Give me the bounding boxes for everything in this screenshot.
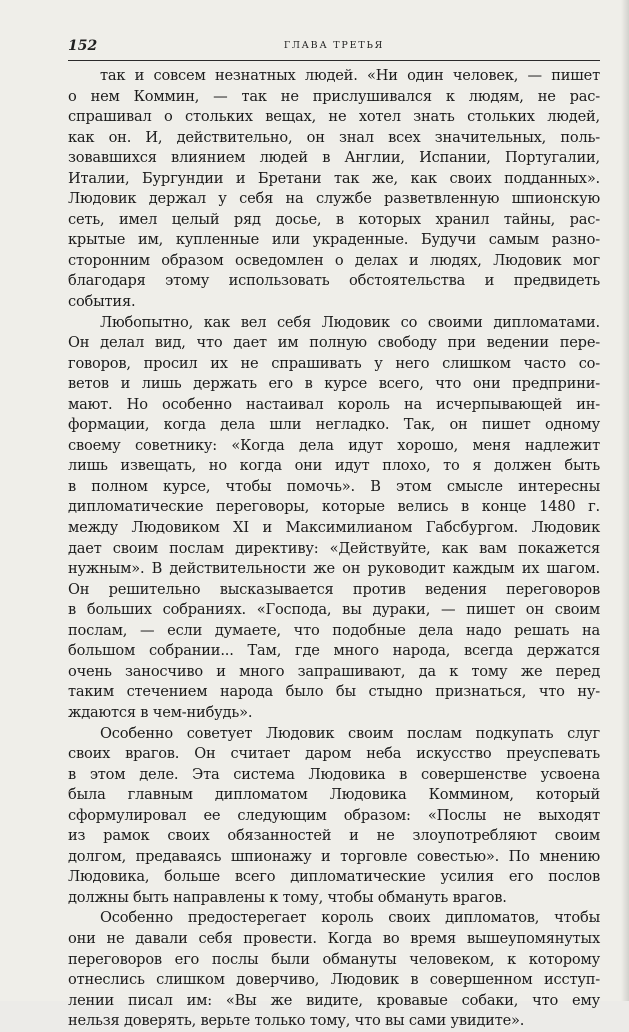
text-line: сеть, имел целый ряд досье, в которых хранил тайны, рас-: [68, 210, 600, 228]
text-line: дипломатические переговоры, которые велись в конце 1480 г.: [68, 498, 600, 516]
paragraph: [68, 724, 600, 909]
text-line: отнеслись слишком доверчиво, Людовик в совершенном исступ-: [68, 971, 600, 989]
text-line: формации, когда дела шли негладко. Так, он пишет одному: [68, 416, 600, 434]
text-line: дает своим послам директиву: «Действуйте, как вам покажется: [68, 539, 600, 557]
text-line: так и совсем незнатных людей. «Ни один человек, — пишет: [100, 67, 600, 84]
text-line: события.: [68, 293, 136, 311]
text-line: в этом деле. Эта система Людовика в совершенстве усвоена: [68, 765, 600, 783]
text-line: очень заносчиво и много запрашивают, да к тому же перед: [68, 662, 600, 680]
text-line: нельзя доверять, верьте только тому, что вы сами увидите».: [68, 1012, 525, 1030]
text-line: Людовик держал у себя на службе разветвленную шпионскую: [68, 190, 600, 208]
paragraph: [68, 66, 600, 313]
text-line: лении писал им: «Вы же видите, кровавые собаки, что ему: [68, 991, 600, 1009]
text-line: была главным дипломатом Людовика Коммином, который: [68, 786, 600, 804]
text-line: лишь извещать, но когда они идут плохо, то я должен быть: [68, 457, 600, 475]
text-line: они не давали себя провести. Когда во время вышеупомянутых: [68, 929, 600, 947]
page-header: [68, 38, 600, 58]
text-line: крытые им, купленные или украденные. Будучи самым разно-: [68, 231, 600, 249]
paragraph: [68, 908, 600, 1031]
text-line: Он делал вид, что дает им полную свободу при ведении пере-: [68, 334, 600, 352]
text-line: Особенно предостерегает король своих дипломатов, чтобы: [100, 909, 600, 927]
text-line: нужным». В действительности же он руководит каждым их шагом.: [68, 560, 600, 578]
text-line: послам, — если думаете, что подобные дела надо решать на: [68, 621, 600, 639]
text-line: мают. Но особенно настаивал король на исчерпывающей ин-: [68, 395, 600, 413]
text-line: благодаря этому использовать обстоятельства и предвидеть: [68, 272, 600, 290]
text-line: Италии, Бургундии и Бретани так же, как своих подданных».: [68, 169, 600, 187]
text-line: Людовика, больше всего дипломатические усилия его послов: [68, 868, 600, 886]
text-line: в больших собраниях. «Господа, вы дураки, — пишет он своим: [68, 601, 600, 619]
text-line: говоров, просил их не спрашивать у него слишком часто со-: [68, 354, 600, 372]
header-rule: [68, 60, 600, 61]
text-line: большом собрании... Там, где много народа, всегда держатся: [68, 642, 600, 660]
text-line: Особенно советует Людовик своим послам подкупать слуг: [100, 724, 600, 742]
text-line: своих врагов. Он считает даром неба искусство преуспевать: [68, 745, 600, 763]
text-line: переговоров его послы были обмануты человеком, к которому: [68, 950, 600, 968]
text-line: Любопытно, как вел себя Людовик со своими дипломатами.: [100, 313, 600, 331]
text-line: таким стечением народа было бы стыдно признаться, что ну-: [68, 683, 600, 701]
text-line: своему советнику: «Когда дела идут хорошо, меня надлежит: [68, 436, 600, 454]
text-line: о нем Коммин, — так не прислушивался к людям, не рас-: [68, 87, 600, 105]
text-line: как он. И, действительно, он знал всех значительных, поль-: [68, 128, 600, 146]
text-line: из рамок своих обязанностей и не злоупотребляют своим: [68, 827, 600, 845]
text-line: спрашивал о стольких вещах, не хотел знать стольких людей,: [68, 108, 600, 126]
text-line: сторонним образом осведомлен о делах и людях, Людовик мог: [68, 251, 600, 269]
text-line: должны быть направлены к тому, чтобы обмануть врагов.: [68, 888, 507, 906]
text-line: зовавшихся влиянием людей в Англии, Испании, Португалии,: [68, 149, 600, 167]
text-line: сформулировал ее следующим образом: «Послы не выходят: [68, 806, 600, 824]
text-line: долгом, предаваясь шпионажу и торговле совестью». По мнению: [68, 847, 600, 865]
text-line: Он решительно высказывается против ведения переговоров: [68, 580, 600, 598]
body-text: [68, 66, 600, 1032]
text-line: между Людовиком XI и Максимилианом Габсбургом. Людовик: [68, 519, 600, 537]
text-line: ждаются в чем-нибудь».: [68, 703, 253, 721]
page-number: 152: [68, 38, 98, 54]
text-line: ветов и лишь держать его в курсе всего, что они предприни-: [68, 375, 600, 393]
running-title: ГЛАВА ТРЕТЬЯ: [283, 40, 385, 51]
text-line: в полном курсе, чтобы помочь». В этом смысле интересны: [68, 477, 600, 495]
paragraph: [68, 313, 600, 724]
